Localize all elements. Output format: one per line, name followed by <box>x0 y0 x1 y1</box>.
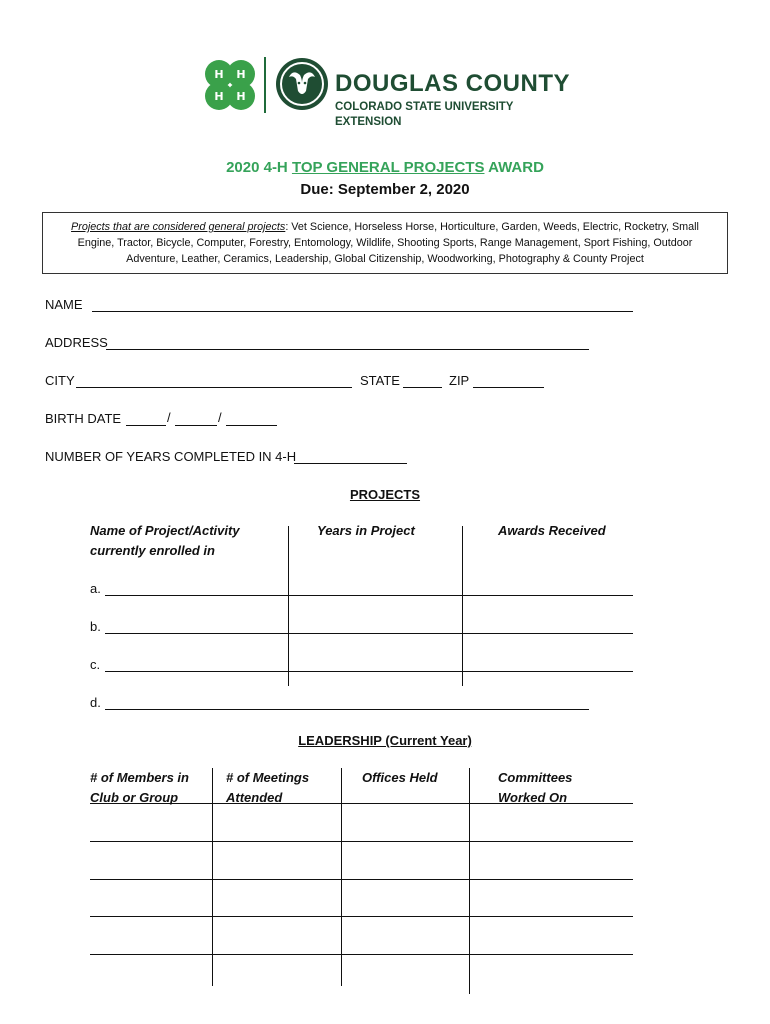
name-label: NAME <box>45 297 83 312</box>
svg-text:H: H <box>236 68 246 81</box>
project-row-label: d. <box>90 695 101 710</box>
leadership-col-members-line2: Club or Group <box>90 790 179 805</box>
leadership-col-offices: Offices Held <box>362 770 438 785</box>
state-field[interactable] <box>403 387 442 388</box>
leadership-col-meetings-line2: Attended <box>226 790 283 805</box>
title-prefix: 2020 4-H <box>226 159 292 176</box>
project-row-label: a. <box>90 581 101 596</box>
leadership-row-field[interactable] <box>90 916 633 917</box>
project-row-d-field[interactable] <box>105 709 589 710</box>
state-label: STATE <box>360 373 400 388</box>
title-underlined: TOP GENERAL PROJECTS <box>291 159 485 176</box>
address-label: ADDRESS <box>45 335 108 350</box>
title-suffix: AWARD <box>484 159 544 176</box>
projects-col-divider <box>288 526 289 686</box>
info-text: : Vet Science, Horseless Horse, Horticulture, Garden, Weeds, Electric, Rocketry, Small Engine, Tractor, Bicycle, Computer, Forestry, Entomology, Wildlife, Shooting Sports, Range Management, Sport Fishing, Outdoor Adventure, Leather, Ceramics, Leadership, Global Citizenship, Woodworking, Photography & County Project <box>77 221 699 265</box>
leadership-col-members <box>90 768 189 808</box>
org-name: DOUGLAS COUNTY <box>335 70 570 97</box>
city-field[interactable] <box>76 387 352 388</box>
project-row-b-field[interactable] <box>105 633 633 634</box>
leadership-heading: LEADERSHIP (Current Year) <box>298 733 472 748</box>
project-row-label: c. <box>90 657 101 672</box>
due-date: Due: September 2, 2020 <box>300 181 470 198</box>
leadership-row-field[interactable] <box>90 841 633 842</box>
csu-ram-logo-icon <box>275 57 329 111</box>
city-label: CITY <box>45 373 75 388</box>
projects-col-divider <box>462 526 463 686</box>
leadership-header-rule <box>90 803 633 804</box>
birth-day-field[interactable] <box>175 425 217 426</box>
birth-month-field[interactable] <box>126 425 166 426</box>
leadership-row-field[interactable] <box>90 954 633 955</box>
leadership-col-committees-line1: Committees <box>498 770 573 785</box>
leadership-col-meetings-line1: # of Meetings <box>226 770 310 785</box>
info-lead: Projects that are considered general projects <box>71 221 286 233</box>
zip-field[interactable] <box>473 387 544 388</box>
years-completed-label: NUMBER OF YEARS COMPLETED IN 4-H <box>45 449 297 464</box>
org-subtitle-extension: EXTENSION <box>335 116 402 128</box>
projects-col-name-line1: Name of Project/Activity <box>90 523 240 538</box>
projects-col-years: Years in Project <box>317 523 415 538</box>
leadership-col-divider <box>469 768 470 994</box>
date-separator: / <box>218 410 222 425</box>
project-row-label: b. <box>90 619 101 634</box>
general-projects-info-box <box>42 212 728 274</box>
svg-text:H: H <box>214 90 224 103</box>
name-field[interactable] <box>92 311 633 312</box>
birth-date-label: BIRTH DATE <box>45 411 122 426</box>
page-title <box>0 159 770 176</box>
leadership-col-committees <box>498 768 572 808</box>
svg-text:H: H <box>236 90 246 103</box>
projects-col-name <box>90 521 240 561</box>
years-completed-field[interactable] <box>294 463 407 464</box>
project-row-a-field[interactable] <box>105 595 633 596</box>
logo-divider <box>264 57 266 113</box>
leadership-col-members-line1: # of Members in <box>90 770 189 785</box>
address-field[interactable] <box>106 349 589 350</box>
leadership-col-committees-line2: Worked On <box>498 790 568 805</box>
svg-text:H: H <box>214 68 224 81</box>
org-subtitle-university: COLORADO STATE UNIVERSITY <box>335 101 514 113</box>
birth-year-field[interactable] <box>226 425 277 426</box>
zip-label: ZIP <box>449 373 470 388</box>
projects-heading: PROJECTS <box>349 487 421 502</box>
project-row-c-field[interactable] <box>105 671 633 672</box>
projects-col-name-line2: currently enrolled in <box>90 543 215 558</box>
4h-clover-logo-icon <box>200 57 260 115</box>
leadership-row-field[interactable] <box>90 879 633 880</box>
date-separator: / <box>167 410 171 425</box>
leadership-col-meetings <box>226 768 309 808</box>
projects-col-awards: Awards Received <box>498 523 606 538</box>
